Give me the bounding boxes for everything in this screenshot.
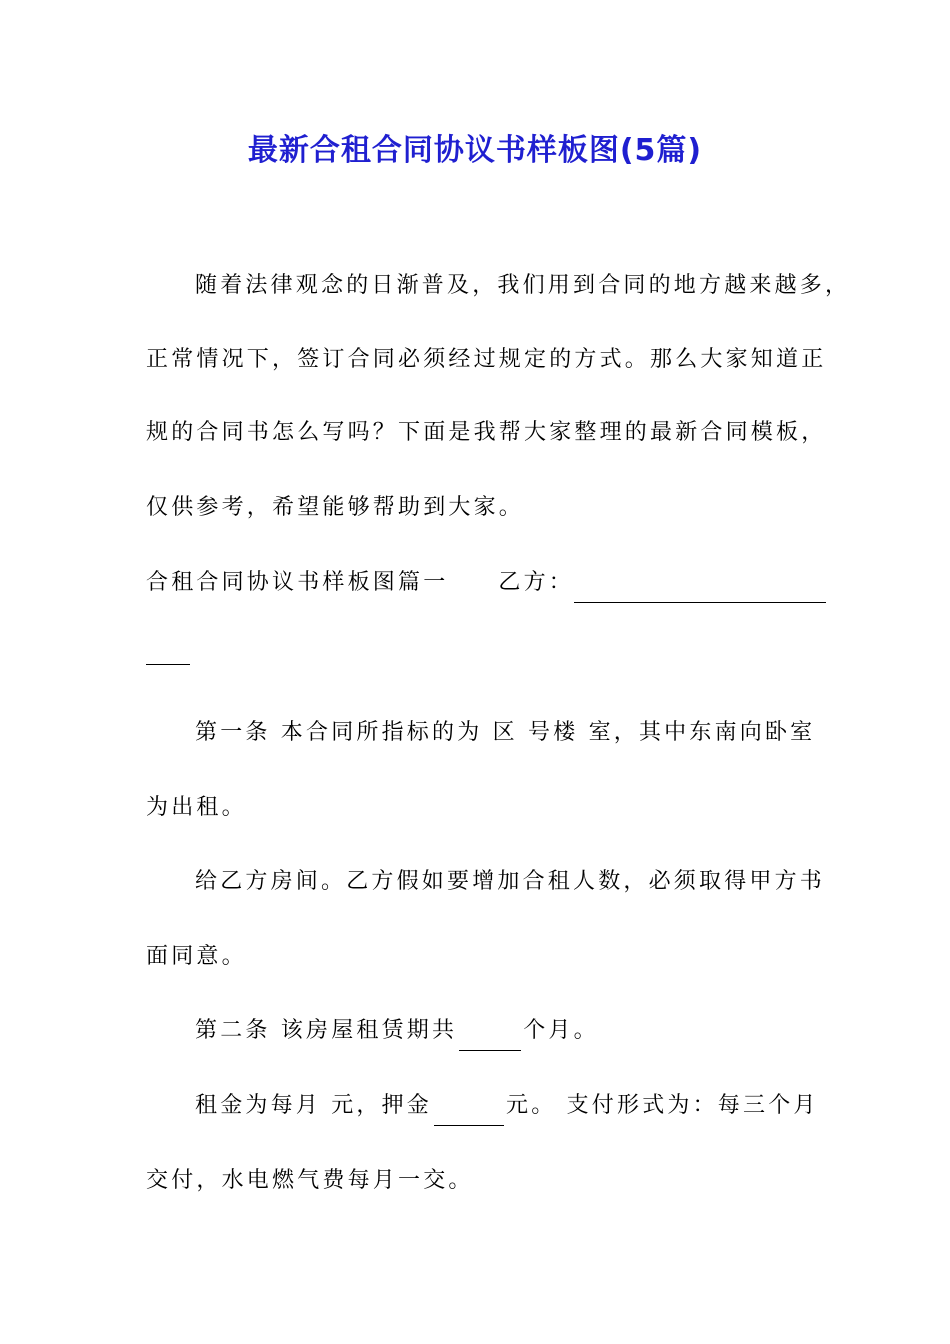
party-b-blank-continuation <box>146 664 190 665</box>
rent-text-part-2: 元。 支付形式为：每三个月 <box>506 1093 819 1118</box>
section-heading-line <box>146 563 826 603</box>
document-title: 最新合租合同协议书样板图(5篇) <box>247 133 703 168</box>
paragraph-2-line-2: 面同意。 <box>146 944 247 969</box>
section-heading: 合租合同协议书样板图篇一 <box>146 570 449 595</box>
rent-line-2: 交付，水电燃气费每月一交。 <box>146 1168 474 1193</box>
article-2-text-after: 个月。 <box>523 1018 599 1043</box>
paragraph-2-line-1: 给乙方房间。乙方假如要增加合租人数，必须取得甲方书 <box>195 869 826 894</box>
party-b-blank <box>574 574 826 603</box>
intro-line-4: 仅供参考，希望能够帮助到大家。 <box>146 495 525 520</box>
rent-text-part-1: 租金为每月 元，押金 <box>195 1093 432 1118</box>
party-b-label: 乙方： <box>498 570 575 595</box>
article-2-text-before: 第二条 该房屋租赁期共 <box>195 1018 458 1043</box>
intro-line-2: 正常情况下，签订合同必须经过规定的方式。那么大家知道正 <box>146 347 827 372</box>
intro-line-1: 随着法律观念的日渐普及，我们用到合同的地方越来越多， <box>195 273 851 298</box>
intro-line-3: 规的合同书怎么写吗？下面是我帮大家整理的最新合同模板， <box>146 420 827 445</box>
article-1-line-1: 第一条 本合同所指标的为 区 号楼 室，其中东南向卧室 <box>195 720 816 745</box>
lease-months-blank <box>459 1022 521 1051</box>
rent-line-1 <box>195 1086 825 1126</box>
article-2-line <box>195 1011 825 1051</box>
deposit-blank <box>434 1097 504 1126</box>
article-1-line-2: 为出租。 <box>146 795 247 820</box>
